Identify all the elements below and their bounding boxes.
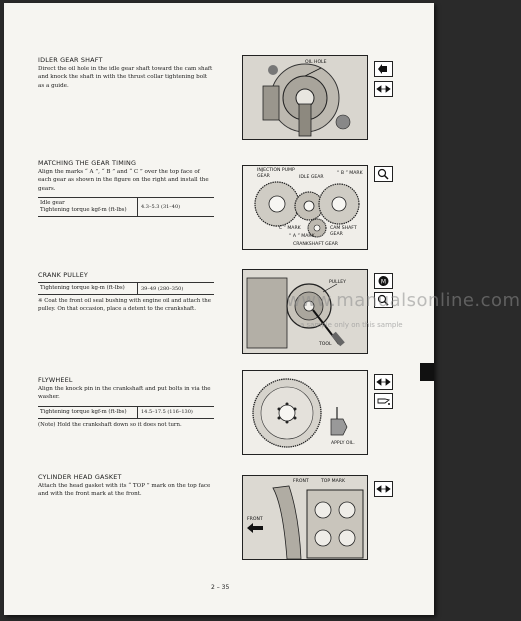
apply-oil-icon	[374, 393, 393, 409]
section-body: Align the knock pin in the crankshaft and put bolts in via the washer.	[38, 386, 211, 401]
figure-label: TOP MARK	[321, 479, 345, 484]
torque-unit-label: Tightening torque kgf-m (ft-lbs)	[40, 207, 127, 214]
figure-label: APPLY OIL.	[331, 441, 355, 446]
install-arrows-icon	[374, 374, 393, 390]
torque-value: 39–49 (280–350)	[137, 283, 214, 294]
section-heading: MATCHING THE GEAR TIMING	[38, 159, 137, 167]
torque-value: 14.5–17.5 (116–130)	[137, 407, 214, 418]
manual-page	[4, 3, 521, 615]
section-heading: CYLINDER HEAD GASKET	[38, 473, 122, 481]
figure-label: CRANKSHAFT GEAR	[293, 242, 338, 247]
section-note: ※ Coat the front oil seal bushing with engine oil and attach the pulley. On that occasion, place a detent to the crankshaft.	[38, 298, 211, 313]
torque-table	[38, 197, 214, 217]
watermark-subtext: a sample only on this sample	[300, 321, 403, 329]
svg-text:M: M	[380, 278, 387, 286]
figure-label: “ A ” MARK	[289, 234, 315, 239]
section-heading: CRANK PULLEY	[38, 271, 89, 279]
install-arrows-icon	[374, 81, 393, 97]
figure-label: CAM SHAFT	[330, 226, 357, 231]
figure-label: INJECTION PUMP	[257, 168, 295, 173]
section-heading: IDLER GEAR SHAFT	[38, 56, 103, 64]
section-note: (Note) Hold the crankshaft down so it does not turn.	[38, 421, 182, 428]
torque-table	[38, 406, 214, 419]
section-gear-timing	[38, 159, 214, 217]
figure-label: FRONT	[247, 517, 263, 522]
section-body: Attach the head gasket with its “ TOP ” mark on the top face and with the front mark at the front.	[38, 483, 211, 498]
special-tool-icon	[374, 273, 393, 289]
figure-cylinder-head-gasket	[242, 475, 368, 560]
section-body: Align the marks “ A ”, “ B ” and “ C ” over the top face of each gear as shown in the figure on the right and install the gears.	[38, 169, 209, 192]
figure-flywheel	[242, 370, 368, 455]
figure-label: OIL HOLE	[305, 60, 327, 65]
section-crank-pulley	[38, 271, 214, 313]
figure-label: GEAR	[257, 174, 270, 179]
section-heading: FLYWHEEL	[38, 376, 73, 384]
page-number: 2 – 35	[211, 584, 230, 591]
figure-gear-timing	[242, 165, 368, 250]
install-arrows-icon	[374, 481, 393, 497]
figure-label: PULLEY	[329, 280, 346, 285]
figure-idler-gear-shaft	[242, 55, 368, 140]
watermark-text: www.manualsonline.com	[286, 290, 521, 311]
figure-label: TOOL	[319, 342, 332, 347]
section-idler-gear-shaft	[38, 56, 214, 90]
torque-item-label: Idle gear	[40, 200, 65, 207]
remove-arrow-icon	[374, 61, 393, 77]
torque-value: 4.3–5.3 (31–40)	[137, 198, 214, 216]
torque-unit-label: Tightening torque kgf-m (ft-lbs)	[40, 408, 127, 415]
section-flywheel	[38, 376, 214, 429]
torque-unit-label: Tightening torque kg-m (ft-lbs)	[40, 285, 125, 291]
figure-label: FRONT	[293, 479, 309, 484]
section-cylinder-head-gasket	[38, 473, 214, 499]
section-body: Direct the oil hole in the idle gear shaft toward the cam shaft and knock the shaft in with the thrust collar tightening bolt as a guide.	[38, 66, 213, 89]
figure-label: GEAR	[330, 232, 343, 237]
figure-label: “ C ” MARK	[275, 226, 301, 231]
figure-label: IDLE GEAR	[299, 175, 324, 180]
section-tab-marker	[420, 363, 434, 381]
inspect-magnifier-icon	[374, 166, 393, 182]
figure-crank-pulley	[242, 269, 368, 354]
figure-label: “ B ” MARK	[337, 171, 363, 176]
torque-table	[38, 282, 214, 295]
